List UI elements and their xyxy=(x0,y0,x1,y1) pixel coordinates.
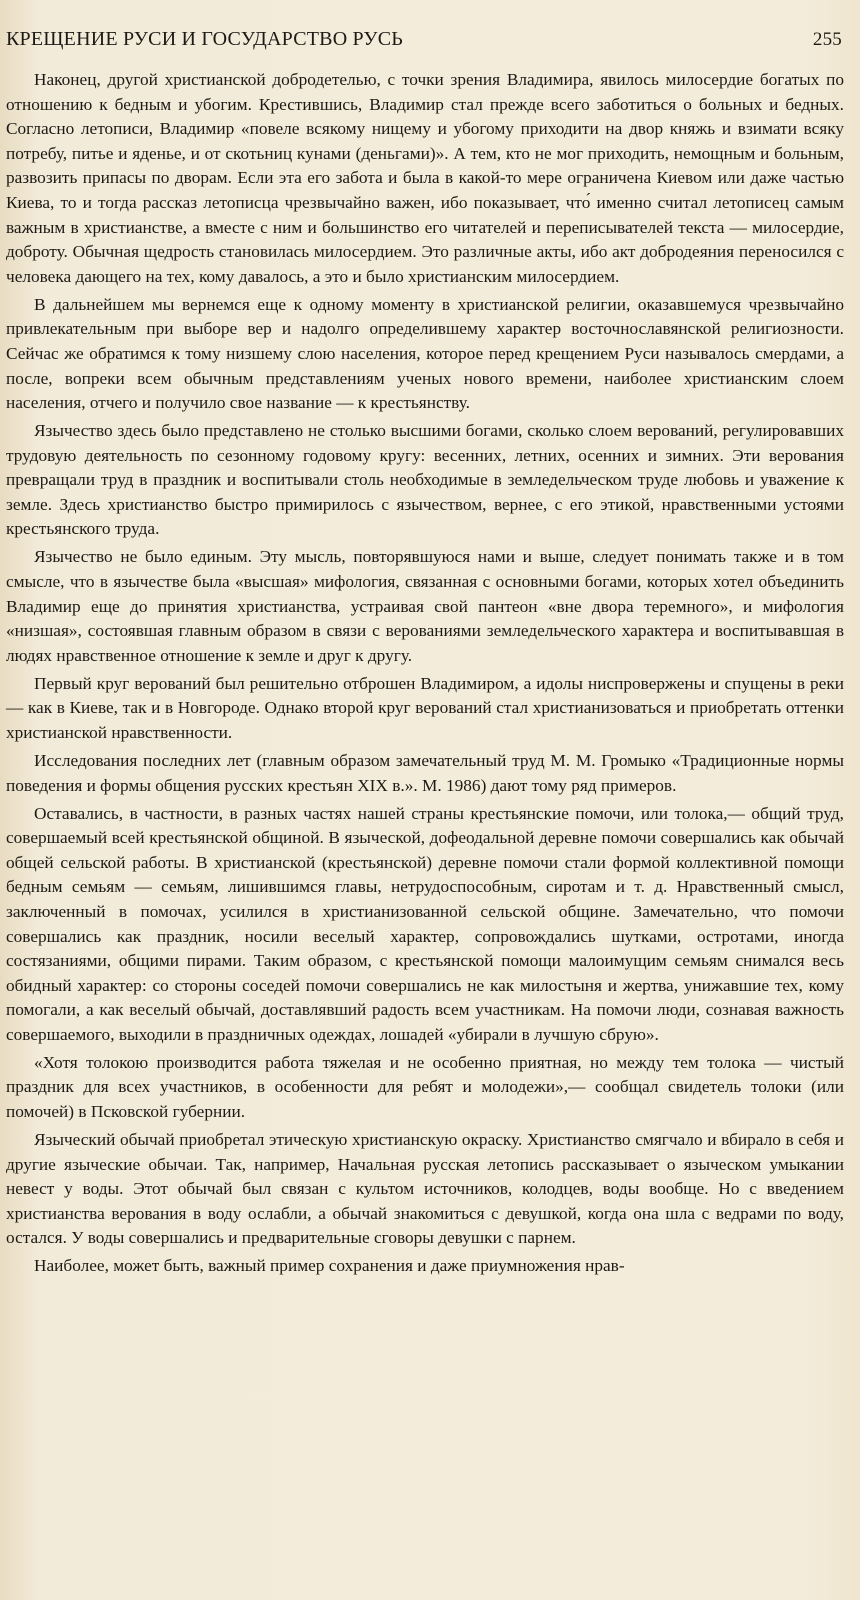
paragraph: Наконец, другой христианской добродетелью, с точки зрения Владимира, явилось милосердие богатых по отношению к бедным и убогим. Крестившись, Владимир стал прежде всего заботиться о больных и бедных. Согласно летописи, Владимир «повеле всякому нищему и убогому приходити на двор княжь и взимати всяку потребу, питье и яденье, и от скотьниц кунами (деньгами)». А тем, кто не мог приходить, немощным и больным, развозить припасы по дворам. Если эта его забота и была в какой-то мере ограничена Киевом или даже частью Киева, то и тогда рассказ летописца чрезвычайно важен, ибо показывает, что́ именно считал летописец самым важным в христианстве, а вместе с ним и большинство его читателей и переписывателей текста — милосердие, доброту. Обычная щедрость становилась милосердием. Это различные акты, ибо акт добродеяния переносился с человека дающего на тех, кому давалось, а это и было христианским милосердием. xyxy=(6,70,844,286)
paragraph: Наиболее, может быть, важный пример сохранения и даже приумножения нрав- xyxy=(34,1256,625,1276)
paragraph: В дальнейшем мы вернемся еще к одному моменту в христианской религии, оказавшемуся чрезвычайно привлекательным при выборе вер и надолго определившему характер восточнославянской религиозности. Сейчас же обратимся к тому низшему слою населения, которое перед крещением Руси называлось смердами, а после, вопреки всем обычным представлениям ученых нового времени, наиболее христианским слоем населения, отчего и получило свое название — к крестьянству. xyxy=(6,294,844,413)
paragraph: Язычество не было единым. Эту мысль, повторявшуюся нами и выше, следует понимать также и в том смысле, что в язычестве была «высшая» мифология, связанная с основными богами, которых хотел объединить Владимир еще до принятия христианства, устраивая свой пантеон «вне двора теремного», и мифология «низшая», состоявшая главным образом в связи с верованиями земледельческого характера и воспитывавшая в людях нравственное отношение к земле и друг к другу. xyxy=(6,547,844,665)
page-number: 255 xyxy=(812,29,842,50)
body-text xyxy=(6,68,844,1279)
paragraph: «Хотя толокою производится работа тяжелая и не особенно приятная, но между тем толока — чистый праздник для всех участников, в особенности для ребят и молодежи»,— сообщал свидетель толоки (или помочей) в Псковской губернии. xyxy=(6,1052,844,1122)
paragraph: Исследования последних лет (главным образом замечательный труд М. М. Громыко «Традиционные нормы поведения и формы общения русских крестьян XIX в.». М. 1986) дают тому ряд примеров. xyxy=(6,750,844,795)
paragraph: Язычество здесь было представлено не столько высшими богами, сколько слоем верований, регулировавших трудовую деятельность по сезонному годовому кругу: весенних, летних, осенних и зимних. Эти верования превращали труд в праздник и воспитывали столь необходимые в земледельческом труде любовь и уважение к земле. Здесь христианство быстро примирилось с язычеством, вернее, с его этикой, нравственными устоями крестьянского труда. xyxy=(6,421,844,539)
paragraph: Первый круг верований был решительно отброшен Владимиром, а идолы ниспровержены и спущены в реки — как в Киеве, так и в Новгороде. Однако второй круг верований стал христианизоваться и приобретать оттенки христианской нравственности. xyxy=(6,673,844,742)
paragraph: Оставались, в частности, в разных частях нашей страны крестьянские помочи, или толока,— общий труд, совершаемый всей крестьянской общиной. В языческой, дофеодальной деревне помочи совершались как обычай общей сельской работы. В христианской (крестьянской) деревне помочи стали формой коллективной помощи бедным семьям — семьям, лишившимся главы, нетрудоспособным, сиротам и т. д. Нравственный смысл, заключенный в помочах, усилился в христианизованной сельской общине. Замечательно, что помочи совершались как праздник, носили веселый характер, сопровождались шутками, остротами, иногда состязаниями, общими пирами. Таким образом, с крестьянской помощи малоимущим семьям снимался весь обидный характер: со стороны соседей помочи совершались не как милостыня и жертва, унижавшие тех, кому помогали, а как веселый обычай, доставлявший радость всем участникам. На помочи люди, сознавая важность совершаемого, выходили в праздничных одеждах, лошадей «убирали в лучшую сбрую». xyxy=(6,803,844,1044)
paragraph: Языческий обычай приобретал этическую христианскую окраску. Христианство смягчало и вбирало в себя и другие языческие обычаи. Так, например, Начальная русская летопись рассказывает о языческом умыкании невест у воды. Этот обычай был связан с культом источников, колодцев, воды вообще. Но с введением христианства верования в воду ослабли, а обычай знакомиться с девушкой, когда она шла с ведрами по воду, остался. У воды совершались и предварительные сговоры девушки с парнем. xyxy=(6,1130,844,1248)
page-header xyxy=(6,28,842,54)
running-title: КРЕЩЕНИЕ РУСИ И ГОСУДАРСТВО РУСЬ xyxy=(6,28,403,50)
